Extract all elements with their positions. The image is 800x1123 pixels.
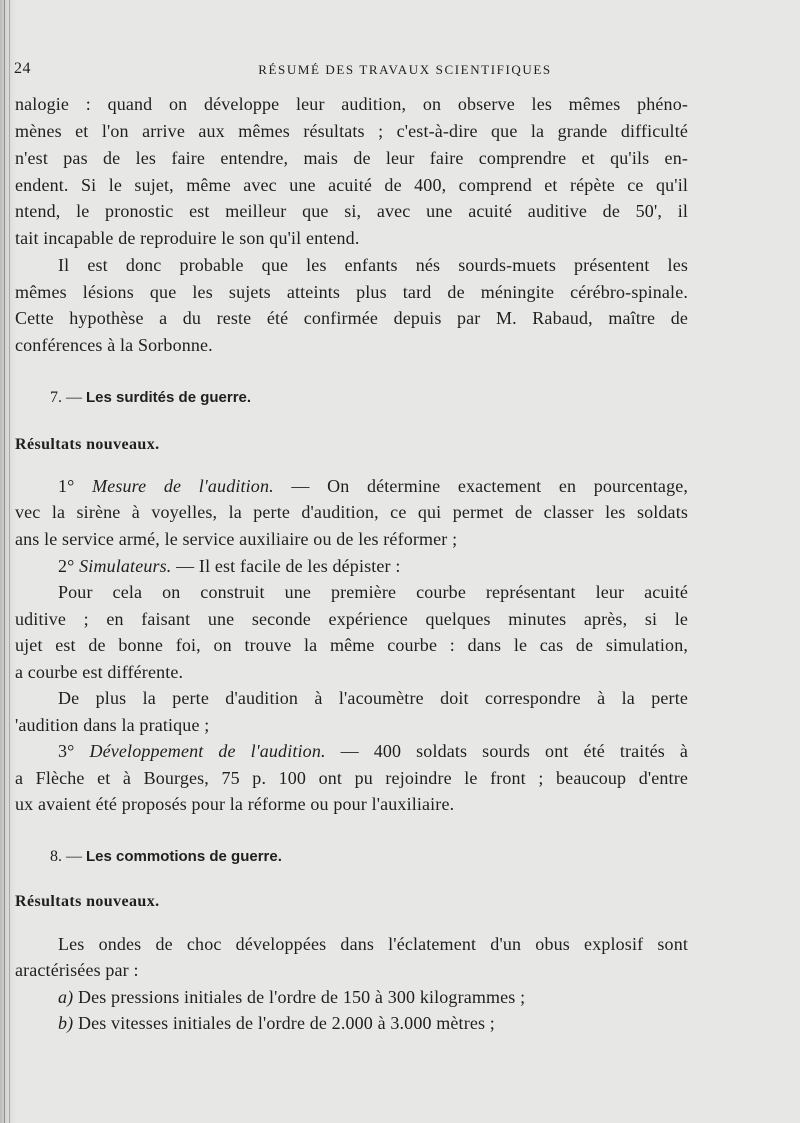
text-line: Cette hypothèse a du reste été confirmée depuis par M. Rabaud, maître de bbox=[15, 308, 688, 328]
text-line: endent. Si le sujet, même avec une acuité de 400, comprend et répète ce qu'il bbox=[15, 175, 688, 195]
section-title-text: Les surdités de guerre. bbox=[86, 389, 252, 406]
page-gutter bbox=[0, 0, 16, 1123]
list-marker: b) bbox=[58, 1013, 74, 1033]
text-line: vec la sirène à voyelles, la perte d'audition, ce qui permet de classer les soldats bbox=[15, 502, 688, 522]
list-item bbox=[58, 985, 688, 1009]
item-3-line bbox=[58, 739, 688, 763]
text-line: uditive ; en faisant une seconde expérience quelques minutes après, si le bbox=[15, 609, 688, 629]
section-8-title bbox=[50, 845, 282, 869]
item-label: Développement de l'audition. bbox=[89, 741, 326, 761]
list-marker: a) bbox=[58, 987, 74, 1007]
text-line: Il est donc probable que les enfants nés sourds-muets présentent les bbox=[58, 255, 688, 275]
text-line: conférences à la Sorbonne. bbox=[15, 335, 213, 355]
text-line: De plus la perte d'audition à l'acoumètre doit correspondre à la perte bbox=[58, 688, 688, 708]
section-title-text: Les commotions de guerre. bbox=[86, 848, 282, 865]
text-line: ans le service armé, le service auxiliaire ou de les réformer ; bbox=[15, 529, 458, 549]
item-label: Mesure de l'audition. bbox=[92, 476, 274, 496]
text-line: tait incapable de reproduire le son qu'il entend. bbox=[15, 228, 360, 248]
list-item bbox=[58, 1011, 688, 1035]
text-line: n'est pas de les faire entendre, mais de leur faire comprendre et qu'ils en- bbox=[15, 148, 688, 168]
text-line: Pour cela on construit une première courbe représentant leur acuité bbox=[58, 582, 688, 602]
text-line: ux avaient été proposés pour la réforme ou pour l'auxiliaire. bbox=[15, 794, 455, 814]
item-marker: 1° bbox=[58, 476, 75, 496]
item-1-line bbox=[58, 474, 688, 498]
text-line: ujet est de bonne foi, on trouve la même courbe : dans le cas de simulation, bbox=[15, 635, 688, 655]
text-line: mènes et l'on arrive aux mêmes résultats ; c'est-à-dire que la grande difficulté bbox=[15, 121, 688, 141]
item-2-line bbox=[58, 554, 688, 578]
text-line: a Flèche et à Bourges, 75 p. 100 ont pu rejoindre le front ; beaucoup d'entre bbox=[15, 768, 688, 788]
section-number: 8. — bbox=[50, 848, 82, 865]
item-text: — On détermine exactement en pourcentage, bbox=[291, 476, 689, 496]
list-text: Des vitesses initiales de l'ordre de 2.000 à 3.000 mètres ; bbox=[77, 1013, 495, 1033]
text-line: Les ondes de choc développées dans l'éclatement d'un obus explosif sont bbox=[58, 934, 688, 954]
item-marker: 2° bbox=[58, 556, 75, 576]
text-line: mêmes lésions que les sujets atteints plus tard de méningite cérébro-spinale. bbox=[15, 282, 688, 302]
section-number: 7. — bbox=[50, 389, 82, 406]
list-text: Des pressions initiales de l'ordre de 150 à 300 kilogrammes ; bbox=[77, 987, 526, 1007]
item-text: — Il est facile de les dépister : bbox=[176, 556, 401, 576]
text-line: 'audition dans la pratique ; bbox=[15, 715, 210, 735]
section-7-title bbox=[50, 386, 251, 410]
page-number: 24 bbox=[14, 60, 31, 77]
item-text: — 400 soldats sourds ont été traités à bbox=[340, 741, 689, 761]
running-title: RÉSUMÉ DES TRAVAUX SCIENTIFIQUES bbox=[258, 62, 552, 77]
binding-edge-line bbox=[4, 0, 5, 1123]
binding-edge-line-inner bbox=[9, 0, 10, 1123]
section-7-subheading: Résultats nouveaux. bbox=[15, 436, 160, 453]
text-line: ntend, le pronostic est meilleur que si, avec une acuité auditive de 50', il bbox=[15, 201, 688, 221]
item-label: Simulateurs. bbox=[79, 556, 172, 576]
section-8-subheading: Résultats nouveaux. bbox=[15, 893, 160, 910]
text-line: nalogie : quand on développe leur audition, on observe les mêmes phéno- bbox=[15, 94, 688, 114]
item-marker: 3° bbox=[58, 741, 75, 761]
text-line: aractérisées par : bbox=[15, 960, 139, 980]
text-line: a courbe est différente. bbox=[15, 662, 184, 682]
